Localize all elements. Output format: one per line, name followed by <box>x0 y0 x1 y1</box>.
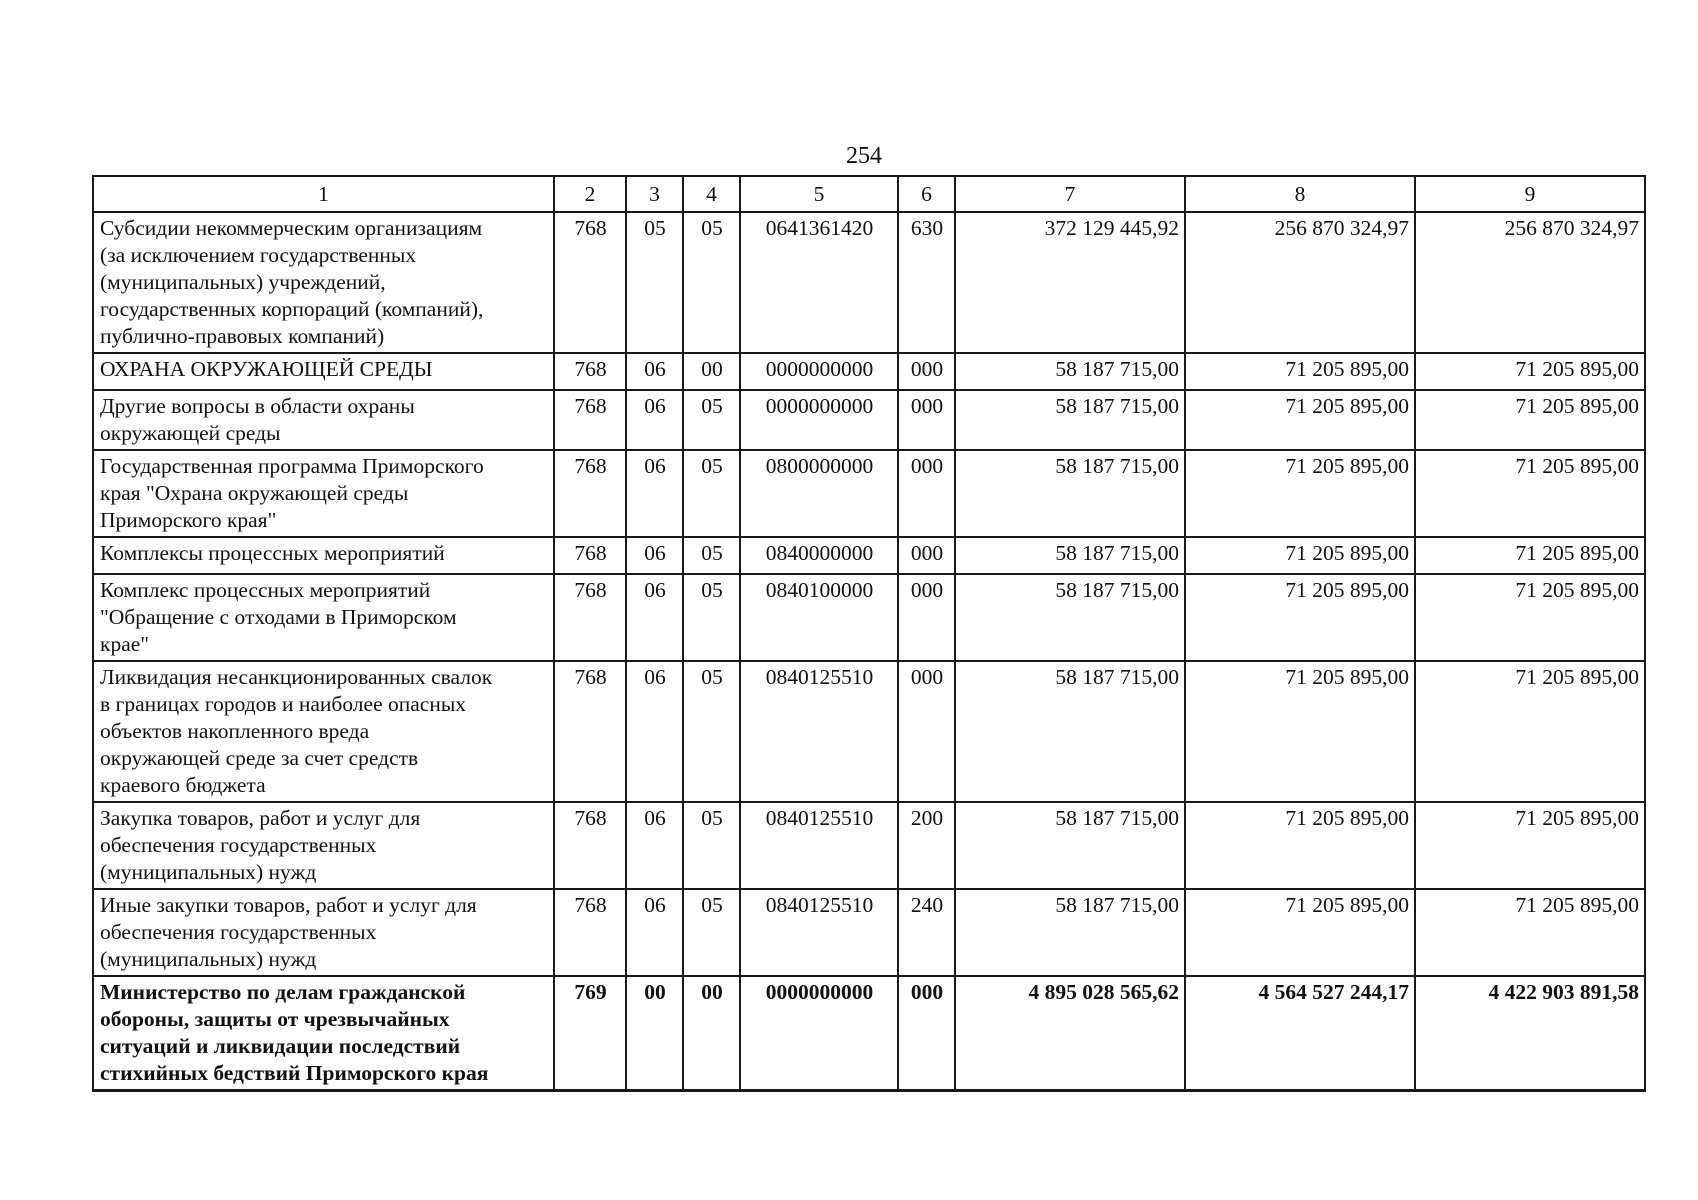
row-amount-7: 58 187 715,00 <box>955 661 1185 802</box>
row-amount-7: 58 187 715,00 <box>955 889 1185 976</box>
table-row <box>93 802 1645 889</box>
row-code-4: 05 <box>683 661 740 802</box>
row-code-4: 00 <box>683 976 740 1091</box>
row-amount-9: 71 205 895,00 <box>1415 353 1645 390</box>
row-code-3: 06 <box>626 802 683 889</box>
row-code-5: 0840125510 <box>740 802 898 889</box>
table-row <box>93 450 1645 537</box>
row-code-2: 768 <box>554 450 626 537</box>
row-name: Закупка товаров, работ и услуг для обеспечения государственных (муниципальных) нужд <box>93 802 554 889</box>
row-amount-8: 71 205 895,00 <box>1185 802 1415 889</box>
row-name: ОХРАНА ОКРУЖАЮЩЕЙ СРЕДЫ <box>93 353 554 390</box>
header-row <box>93 176 1645 212</box>
row-code-5: 0000000000 <box>740 353 898 390</box>
row-code-4: 05 <box>683 390 740 450</box>
row-amount-7: 58 187 715,00 <box>955 353 1185 390</box>
row-name: Субсидии некоммерческим организациям (за исключением государственных (муниципальных) учреждений, государственных корпораций (компаний), публично-правовых компаний) <box>93 212 554 353</box>
row-name: Иные закупки товаров, работ и услуг для обеспечения государственных (муниципальных) нужд <box>93 889 554 976</box>
row-name: Министерство по делам гражданской обороны, защиты от чрезвычайных ситуаций и ликвидации последствий стихийных бедствий Приморского края <box>93 976 554 1091</box>
row-amount-9: 4 422 903 891,58 <box>1415 976 1645 1091</box>
row-code-5: 0000000000 <box>740 390 898 450</box>
row-code-4: 05 <box>683 889 740 976</box>
row-code-4: 05 <box>683 212 740 353</box>
row-code-3: 00 <box>626 976 683 1091</box>
row-code-6: 200 <box>898 802 955 889</box>
column-header-4: 4 <box>683 176 740 212</box>
row-code-4: 05 <box>683 450 740 537</box>
row-amount-7: 58 187 715,00 <box>955 537 1185 574</box>
table-row <box>93 889 1645 976</box>
row-code-6: 000 <box>898 353 955 390</box>
row-amount-8: 71 205 895,00 <box>1185 574 1415 661</box>
row-code-6: 240 <box>898 889 955 976</box>
row-code-2: 768 <box>554 390 626 450</box>
table-row <box>93 574 1645 661</box>
column-header-8: 8 <box>1185 176 1415 212</box>
row-code-3: 06 <box>626 353 683 390</box>
row-code-4: 05 <box>683 802 740 889</box>
row-code-2: 768 <box>554 353 626 390</box>
row-code-3: 05 <box>626 212 683 353</box>
row-amount-9: 71 205 895,00 <box>1415 537 1645 574</box>
row-code-3: 06 <box>626 450 683 537</box>
table-row <box>93 390 1645 450</box>
column-header-2: 2 <box>554 176 626 212</box>
row-amount-9: 71 205 895,00 <box>1415 390 1645 450</box>
table-row <box>93 537 1645 574</box>
row-amount-7: 58 187 715,00 <box>955 802 1185 889</box>
row-code-3: 06 <box>626 661 683 802</box>
page-number: 254 <box>846 143 882 169</box>
row-name: Комплексы процессных мероприятий <box>93 537 554 574</box>
row-name: Комплекс процессных мероприятий "Обращение с отходами в Приморском крае" <box>93 574 554 661</box>
row-code-4: 05 <box>683 537 740 574</box>
row-code-2: 768 <box>554 537 626 574</box>
row-code-3: 06 <box>626 574 683 661</box>
table-row <box>93 661 1645 802</box>
row-amount-8: 71 205 895,00 <box>1185 450 1415 537</box>
row-code-2: 768 <box>554 212 626 353</box>
row-code-6: 000 <box>898 390 955 450</box>
row-code-5: 0840125510 <box>740 661 898 802</box>
row-code-6: 000 <box>898 574 955 661</box>
row-code-5: 0000000000 <box>740 976 898 1091</box>
row-amount-8: 71 205 895,00 <box>1185 661 1415 802</box>
row-code-2: 768 <box>554 889 626 976</box>
row-code-4: 00 <box>683 353 740 390</box>
row-code-2: 768 <box>554 661 626 802</box>
row-amount-8: 256 870 324,97 <box>1185 212 1415 353</box>
row-code-3: 06 <box>626 537 683 574</box>
table-row <box>93 353 1645 390</box>
row-code-6: 000 <box>898 450 955 537</box>
row-amount-8: 71 205 895,00 <box>1185 353 1415 390</box>
row-code-6: 000 <box>898 537 955 574</box>
column-header-1: 1 <box>93 176 554 212</box>
row-code-4: 05 <box>683 574 740 661</box>
row-name: Ликвидация несанкционированных свалок в границах городов и наиболее опасных объектов накопленного вреда окружающей среде за счет средств краевого бюджета <box>93 661 554 802</box>
row-amount-9: 71 205 895,00 <box>1415 661 1645 802</box>
column-header-9: 9 <box>1415 176 1645 212</box>
row-code-5: 0641361420 <box>740 212 898 353</box>
row-code-5: 0840100000 <box>740 574 898 661</box>
row-amount-9: 71 205 895,00 <box>1415 802 1645 889</box>
row-amount-8: 71 205 895,00 <box>1185 390 1415 450</box>
row-amount-7: 4 895 028 565,62 <box>955 976 1185 1091</box>
row-amount-8: 71 205 895,00 <box>1185 537 1415 574</box>
row-amount-7: 58 187 715,00 <box>955 390 1185 450</box>
row-amount-8: 71 205 895,00 <box>1185 889 1415 976</box>
row-code-3: 06 <box>626 889 683 976</box>
column-header-3: 3 <box>626 176 683 212</box>
row-amount-8: 4 564 527 244,17 <box>1185 976 1415 1091</box>
row-code-6: 630 <box>898 212 955 353</box>
row-amount-9: 256 870 324,97 <box>1415 212 1645 353</box>
row-code-3: 06 <box>626 390 683 450</box>
column-header-5: 5 <box>740 176 898 212</box>
row-code-6: 000 <box>898 661 955 802</box>
row-amount-9: 71 205 895,00 <box>1415 450 1645 537</box>
row-code-6: 000 <box>898 976 955 1091</box>
row-amount-9: 71 205 895,00 <box>1415 574 1645 661</box>
row-code-2: 768 <box>554 574 626 661</box>
column-header-6: 6 <box>898 176 955 212</box>
row-amount-7: 58 187 715,00 <box>955 450 1185 537</box>
column-header-7: 7 <box>955 176 1185 212</box>
row-amount-7: 372 129 445,92 <box>955 212 1185 353</box>
row-code-2: 769 <box>554 976 626 1091</box>
budget-table <box>92 175 1646 1092</box>
row-amount-9: 71 205 895,00 <box>1415 889 1645 976</box>
row-code-5: 0800000000 <box>740 450 898 537</box>
table-row <box>93 212 1645 353</box>
row-code-2: 768 <box>554 802 626 889</box>
row-name: Государственная программа Приморского края "Охрана окружающей среды Приморского края" <box>93 450 554 537</box>
row-name: Другие вопросы в области охраны окружающей среды <box>93 390 554 450</box>
row-code-5: 0840000000 <box>740 537 898 574</box>
row-amount-7: 58 187 715,00 <box>955 574 1185 661</box>
table-row-total <box>93 976 1645 1091</box>
row-code-5: 0840125510 <box>740 889 898 976</box>
